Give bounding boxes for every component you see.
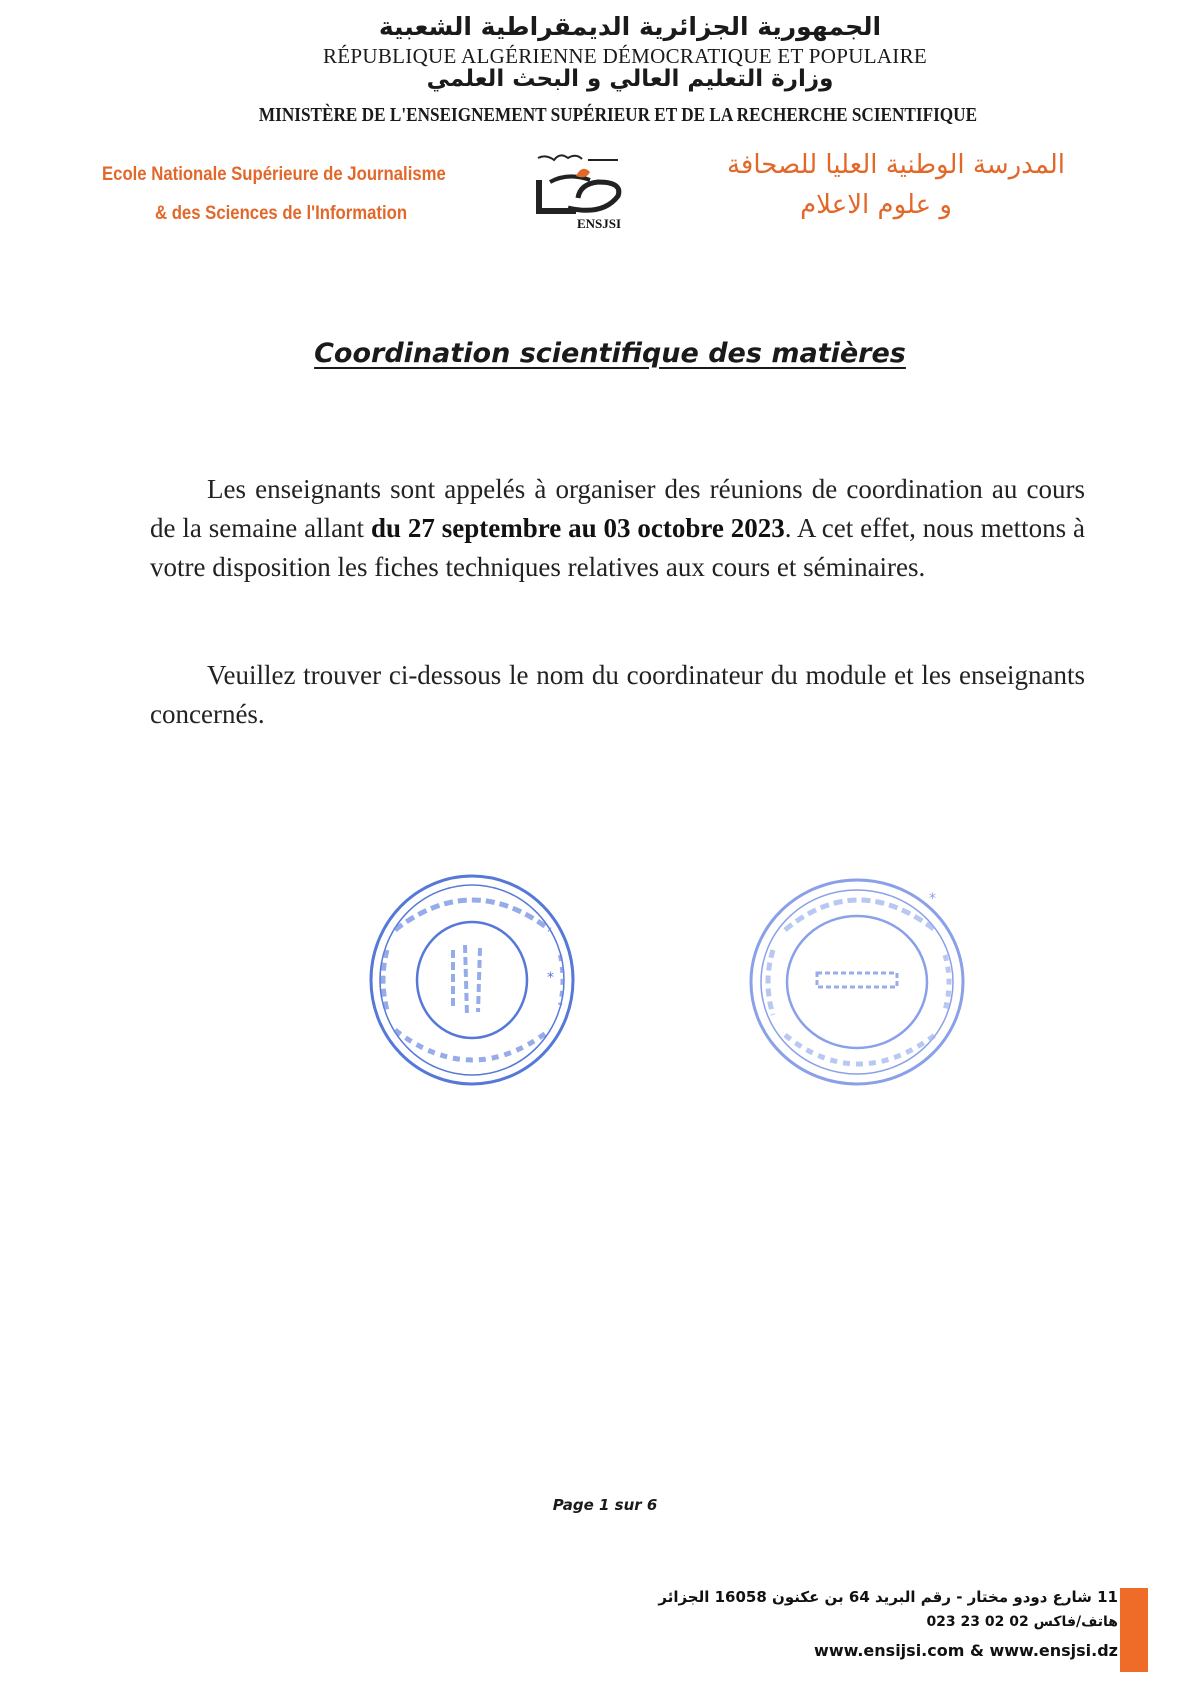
footer-accent-bar: [1120, 1588, 1148, 1672]
paragraph-meetings-start: Les enseignants sont appelés à organiser des réunions de coordination au cours de la semaine allant: [150, 474, 1085, 543]
header-republic-french: RÉPUBLIQUE ALGÉRIENNE DÉMOCRATIQUE ET POPULAIRE: [322, 44, 928, 68]
paragraph-meetings-end: . A cet effet, nous mettons à votre disposition les fiches techniques relatives aux cours et séminaires.: [150, 513, 1085, 582]
header-ministry-arabic: وزارة التعليم العالي و البحث العلمي: [426, 66, 834, 92]
footer-websites[interactable]: www.ensijsi.com & www.ensjsi.dz: [814, 1641, 1118, 1660]
footer-phone: هاتف/فاكس 02 02 23 023: [926, 1614, 1118, 1630]
paragraph-meetings: [150, 470, 1085, 587]
svg-text:*: *: [547, 970, 554, 986]
paragraph-coordinators: Veuillez trouver ci-dessous le nom du coordinateur du module et les enseignants concernés.: [150, 660, 1085, 729]
header-republic-arabic: الجمهورية الجزائرية الديمقراطية الشعبية: [378, 12, 882, 41]
official-stamp-left-icon: [365, 870, 580, 1090]
school-name-french-line1: Ecole Nationale Supérieure de Journalisme: [102, 164, 446, 185]
school-name-arabic-line1: المدرسة الوطنية العليا للصحافة: [726, 150, 1065, 180]
footer-address: 11 شارع دودو مختار - رقم البريد 64 بن عكنون 16058 الجزائر: [658, 1588, 1118, 1606]
school-name-french-line2: & des Sciences de l'Information: [155, 203, 408, 224]
document-title: Coordination scientifique des matières: [314, 338, 906, 369]
school-name-arabic-line2: و علوم الاعلام: [800, 190, 952, 220]
school-logo-text: ENSJSI: [577, 216, 622, 231]
svg-text:*: *: [929, 891, 936, 907]
paragraph-meetings-dates: du 27 septembre au 03 octobre 2023: [370, 513, 785, 543]
page-number: Page 1 sur 6: [552, 1496, 658, 1514]
official-stamp-right-icon: [745, 875, 970, 1090]
header-ministry-french: MINISTÈRE DE L'ENSEIGNEMENT SUPÉRIEUR ET DE LA RECHERCHE SCIENTIFIQUE: [258, 104, 978, 126]
